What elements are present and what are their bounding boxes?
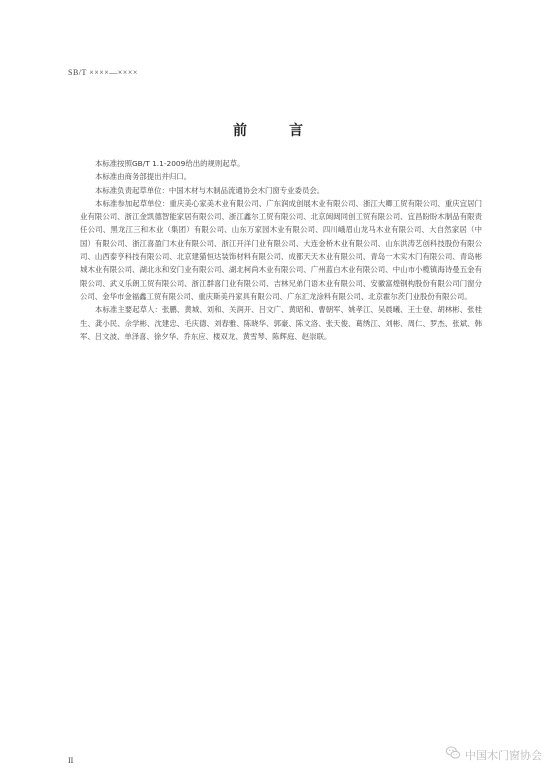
foreword-body bbox=[80, 157, 482, 343]
paragraph-proposer: 本标准由商务部提出并归口。 bbox=[95, 172, 192, 182]
paragraph-drafting-rules: 本标准按照GB/T 1.1-2009给出的规则起草。 bbox=[95, 159, 245, 168]
page-title: 前 言 bbox=[233, 123, 317, 139]
paragraph-main-drafters: 本标准主要起草人：张鹏、黄城、刘和、关润开、吕文广、黄昭和、曹朝军、姚孝江、吴晨曦、王士登、胡林彬、张桂生、龚小民、佘学彬、沈建忠、毛庆德、刘春雅、陈晓华、郭豪、陈文洛、张天俊、葛绣江、刘彬、周仁、罗杰、张斌、韩军、吕文波、单泽喜、徐夕华、乔东应、楼双龙、黄雪琴、陈辉庭、赵崇联。 bbox=[80, 305, 482, 341]
wechat-icon bbox=[445, 745, 461, 764]
standard-code: SB/T ××××—×××× bbox=[68, 68, 138, 77]
paragraph-participating-units: 本标准参加起草单位：重庆美心家美木业有限公司、广东润成创展木业有限公司、浙江大卿工贸有限公司、重庆宜居门业有限公司、浙江金凯德智能家居有限公司、浙江鑫尔工贸有限公司、北京闼闼同创工贸有限公司、宜昌盼盼木制品有限责任公司、黑龙江三和木业（集团）有限公司、山东万家园木业有限公司、四川峨眉山龙马木业有限公司、大自然家居（中国）有限公司、浙江喜盈门木业有限公司、浙江开洋门业有限公司、大连金桥木业有限公司、山东洪涛艺创科技股份有限公司、山西泰亨科技有限公司、北京建猫恒达装饰材料有限公司、成都天天木业有限公司、青岛一木实木门有限公司、青岛彬城木业有限公司、湖北永和安门业有限公司、湖北柯尚木业有限公司、广州蓝白木业有限公司、中山市小榄镇海诗曼五金有限公司、武义乐朗工贸有限公司、浙江群喜门业有限公司、吉林兄弟门语木业有限公司、安徽富煌钢构股份有限公司门窗分公司、金华市金福鑫工贸有限公司、重庆斯美丹家具有限公司、广东汇龙涂料有限公司、北京霍尔茨门业股份有限公司。 bbox=[80, 198, 482, 301]
watermark-text: 中国木门窗协会 bbox=[465, 748, 542, 762]
watermark bbox=[445, 745, 542, 764]
page-number: II bbox=[68, 756, 74, 765]
paragraph-lead-drafter: 本标准负责起草单位：中国木材与木制品流通协会木门窗专业委员会。 bbox=[95, 185, 325, 195]
